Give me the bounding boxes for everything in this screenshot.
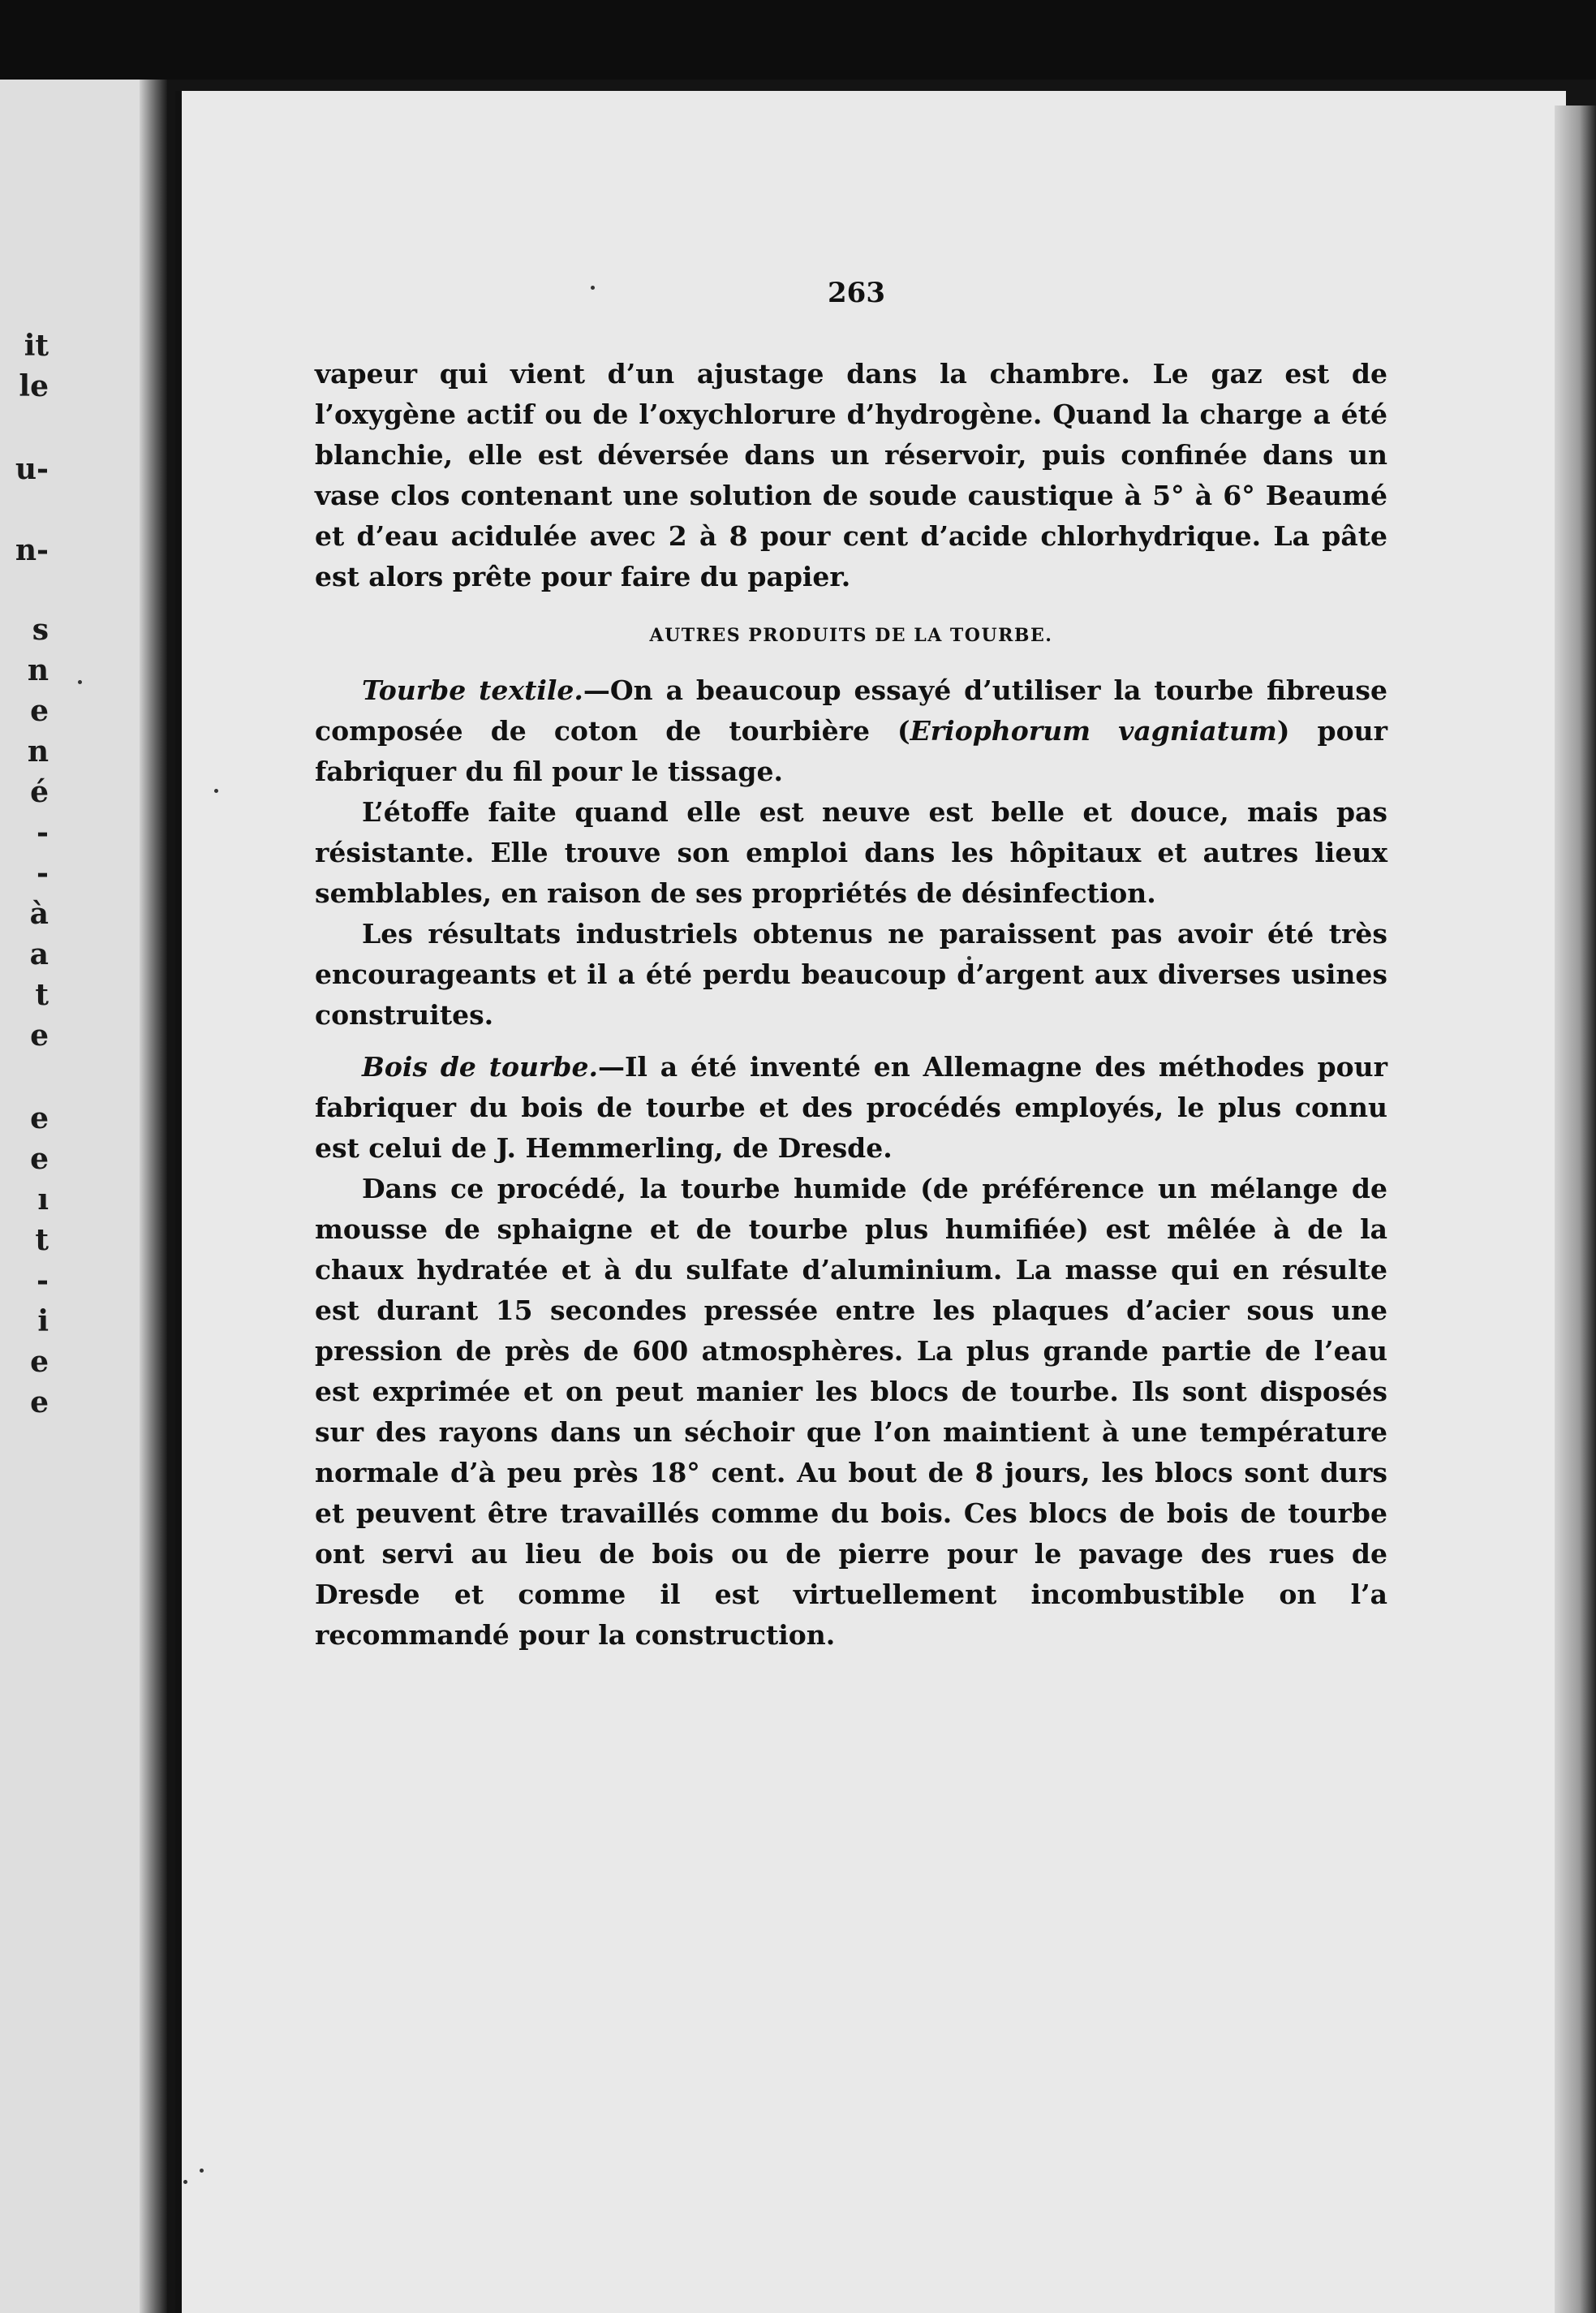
paragraph-continued: vapeur qui vient d’un ajustage dans la chambre. Le gaz est de l’oxygène actif ou de l’oxychlorure d’hydrogène. Quand la charge a été blanchie, elle est déversée dans un réservoir, puis confinée dans un vase clos contenant une solution de soude caustique à 5° à 6° Beaumé et d’eau acidulée avec 2 à 8 pour cent d’acide chlorhydrique. La pâte est alors prête pour faire du papier. [315, 358, 1387, 592]
run-in-title: Bois de tourbe. [362, 1051, 598, 1083]
prev-page-fragment: - [37, 1264, 49, 1298]
prev-page-fragment: t [35, 1223, 49, 1257]
prev-page-fragment: u- [15, 452, 49, 486]
prev-page-fragment: le [19, 369, 49, 403]
page-number: 263 [828, 277, 885, 309]
scan-speck [200, 2169, 204, 2173]
paragraph-resultats: Les résultats industriels obtenus ne paraissent pas avoir été très encourageants et il a été perdu beaucoup d’argent aux diverses usines construites. [315, 918, 1387, 1031]
previous-page-edge [0, 80, 162, 2313]
paragraph-procede: Dans ce procédé, la tourbe humide (de préférence un mélange de mousse de sphaigne et de tourbe plus humifiée) est mêlée à de la chaux hydratée et à du sulfate d’aluminium. La masse qui en résulte est durant 15 secondes pressée entre les plaques d’acier sous une pression de près de 600 atmosphères. La plus grande partie de l’eau est exprimée et on peut manier les blocs de tourbe. Ils sont disposés sur des rayons dans un séchoir que l’on maintient à une température normale d’à peu près 18° cent. Au bout de 8 jours, les blocs sont durs et peuvent être travaillés comme du bois. Ces blocs de bois de tourbe ont servi au lieu de bois ou de pierre pour le pavage des rues de Dresde et comme il est virtuellement incombustible on l’a recommandé pour la construction. [315, 1173, 1387, 1651]
page-right-edge [1555, 106, 1596, 2313]
scan-speck [591, 286, 595, 290]
prev-page-fragment: n- [15, 533, 49, 567]
paragraph-etoffe: L’étoffe faite quand elle est neuve est belle et douce, mais pas résistante. Elle trouve son emploi dans les hôpitaux et autres lieux semblables, en raison de ses propriétés de désinfection. [315, 796, 1387, 909]
prev-page-fragment: - [37, 856, 49, 890]
prev-page-fragment: é [30, 775, 49, 809]
scan-speck [78, 680, 82, 684]
book-gutter [140, 80, 167, 2313]
prev-page-fragment: t [35, 978, 49, 1012]
scan-speck [214, 789, 218, 793]
run-in-title: Tourbe textile. [362, 674, 583, 706]
scan-top-border [0, 0, 1596, 80]
prev-page-fragment: e [30, 1345, 49, 1379]
paragraph-text: —Il a été inventé en Allemagne des méthodes pour fabriquer du bois de tourbe et des procédés employés, le plus connu est celui de J. Hemmerling, de Dresde. [315, 1051, 1387, 1164]
prev-page-fragment: à [29, 897, 49, 931]
paragraph-text: ) pour fabriquer du fil pour le tissage. [315, 715, 1387, 787]
paragraph-tourbe-textile [315, 670, 1387, 792]
prev-page-fragment: e [30, 1019, 49, 1053]
prev-page-fragment: a [29, 937, 49, 971]
paragraph-text: —On a beaucoup essayé d’utiliser la tourbe fibreuse composée de coton de tourbière ( [315, 674, 1388, 747]
prev-page-fragment: i [37, 1304, 49, 1338]
prev-page-fragment: e [30, 1101, 49, 1135]
species-name: Eriophorum vagniatum [910, 715, 1277, 747]
prev-page-fragment: - [37, 816, 49, 850]
scan-speck [183, 2180, 187, 2184]
prev-page-fragment: e [30, 1142, 49, 1176]
prev-page-fragment: n [27, 653, 49, 687]
prev-page-fragment: it [24, 329, 49, 363]
prev-page-fragment: n [27, 734, 49, 769]
prev-page-fragment: e [30, 1385, 49, 1419]
paragraph-gap [315, 1036, 1387, 1047]
prev-page-fragment: ı [37, 1182, 49, 1217]
section-heading: AUTRES PRODUITS DE LA TOURBE. [649, 625, 1053, 646]
prev-page-fragment: s [32, 613, 49, 647]
prev-page-fragment: e [30, 694, 49, 728]
body-text [315, 354, 1387, 1656]
paragraph-bois-de-tourbe [315, 1047, 1387, 1169]
